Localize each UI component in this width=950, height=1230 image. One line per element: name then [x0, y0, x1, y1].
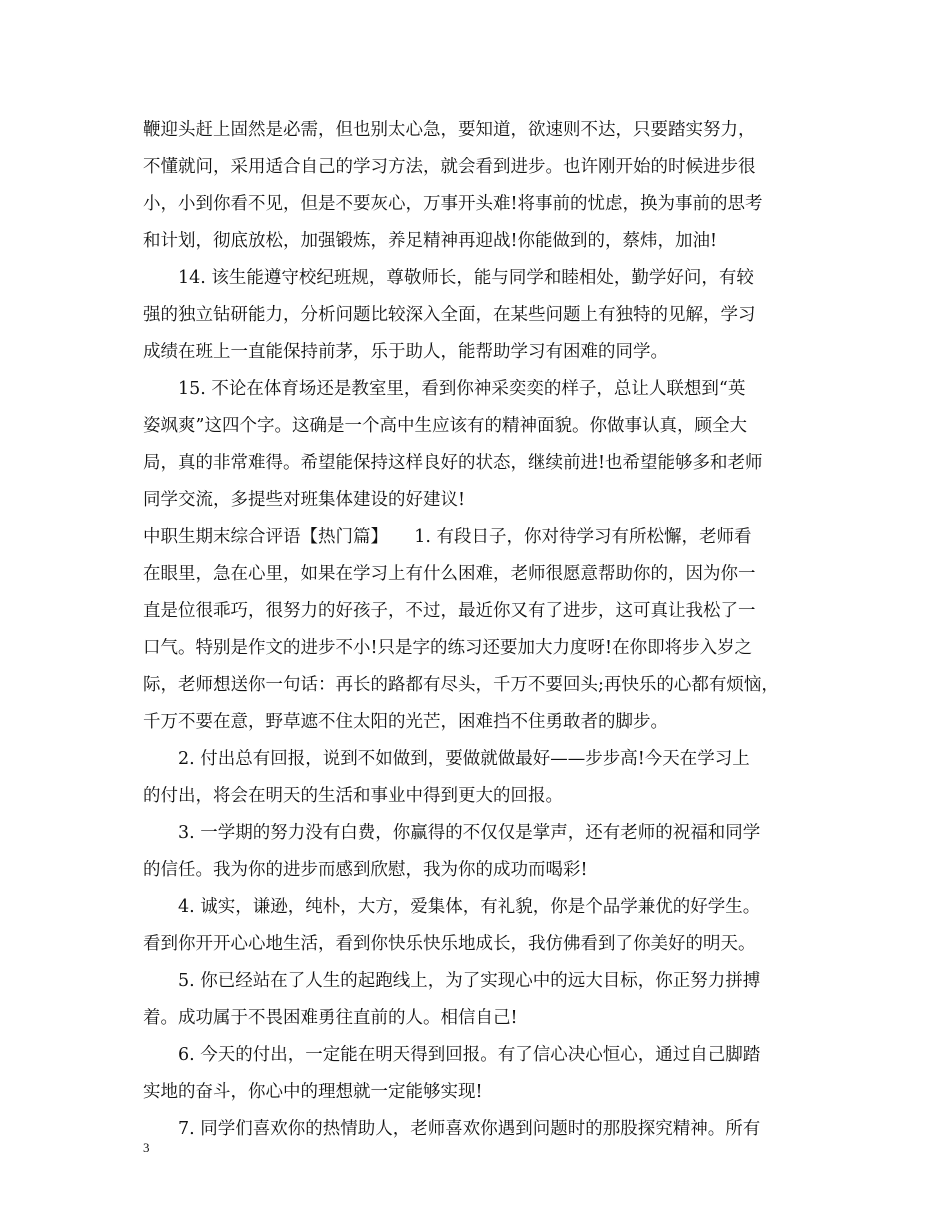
- text-line: 着。成功属于不畏困难勇往直前的人。相信自己!: [143, 1008, 518, 1028]
- text-line: 4. 诚实，谦逊，纯朴，大方，爱集体，有礼貌，你是个品学兼优的好学生。: [143, 897, 761, 917]
- text-line: 的付出，将会在明天的生活和事业中得到更大的回报。: [143, 786, 563, 806]
- page-number: 3: [143, 1140, 150, 1155]
- text-line: 口气。特别是作文的进步不小!只是字的练习还要加大力度呀!在你即将步入岁之: [143, 638, 753, 658]
- text-line: 际，老师想送你一句话：再长的路都有尽头，千万不要回头;再快乐的心都有烦恼，: [143, 675, 779, 695]
- text-line: 在眼里，急在心里，如果在学习上有什么困难，老师很愿意帮助你的，因为你一: [143, 564, 756, 584]
- text-line: 千万不要在意，野草遮不住太阳的光芒，困难挡不住勇敢者的脚步。: [143, 712, 668, 732]
- text-line: 成绩在班上一直能保持前茅，乐于助人，能帮助学习有困难的同学。: [143, 342, 668, 362]
- text-line: 实地的奋斗，你心中的理想就一定能够实现!: [143, 1082, 483, 1102]
- text-line: 强的独立钻研能力，分析问题比较深入全面，在某些问题上有独特的见解，学习: [143, 305, 756, 325]
- text-line: 的信任。我为你的进步而感到欣慰，我为你的成功而喝彩!: [143, 860, 588, 880]
- text-line: 6. 今天的付出，一定能在明天得到回报。有了信心决心恒心，通过自己脚踏: [143, 1045, 761, 1065]
- text-line: 和计划，彻底放松，加强锻炼，养足精神再迎战!你能做到的，蔡炜，加油!: [143, 231, 718, 251]
- text-line: 局，真的非常难得。希望能保持这样良好的状态，继续前进!也希望能够多和老师: [143, 453, 763, 473]
- text-line: 不懂就问，采用适合自己的学习方法，就会看到进步。也许刚开始的时候进步很: [143, 157, 756, 177]
- text-line: 直是位很乖巧，很努力的好孩子，不过，最近你又有了进步，这可真让我松了一: [143, 601, 756, 621]
- text-line: 姿飒爽”这四个字。这确是一个高中生应该有的精神面貌。你做事认真，顾全大: [143, 416, 747, 436]
- text-line: 鞭迎头赶上固然是必需，但也别太心急，要知道，欲速则不达，只要踏实努力，: [143, 120, 756, 140]
- text-line: 2. 付出总有回报，说到不如做到，要做就做最好——步步高!今天在学习上: [143, 749, 750, 769]
- text-line: 7. 同学们喜欢你的热情助人，老师喜欢你遇到问题时的那股探究精神。所有: [143, 1119, 761, 1139]
- text-line: 14. 该生能遵守校纪班规，尊敬师长，能与同学和睦相处，勤学好问，有较: [143, 268, 754, 288]
- text-line: 15. 不论在体育场还是教室里，看到你神采奕奕的样子，总让人联想到“英: [143, 379, 746, 399]
- text-line: 小，小到你看不见，但是不要灰心，万事开头难!将事前的忧虑，换为事前的思考: [143, 194, 763, 214]
- section-heading-line: 中职生期末综合评语【热门篇】 1. 有段日子，你对待学习有所松懈，老师看: [143, 527, 752, 547]
- text-line: 3. 一学期的努力没有白费，你赢得的不仅仅是掌声，还有老师的祝福和同学: [143, 823, 761, 843]
- text-line: 同学交流，多提些对班集体建设的好建议!: [143, 490, 466, 510]
- text-line: 5. 你已经站在了人生的起跑线上，为了实现心中的远大目标，你正努力拼搏: [143, 971, 761, 991]
- text-line: 看到你开开心心地生活，看到你快乐快乐地成长，我仿佛看到了你美好的明天。: [143, 934, 756, 954]
